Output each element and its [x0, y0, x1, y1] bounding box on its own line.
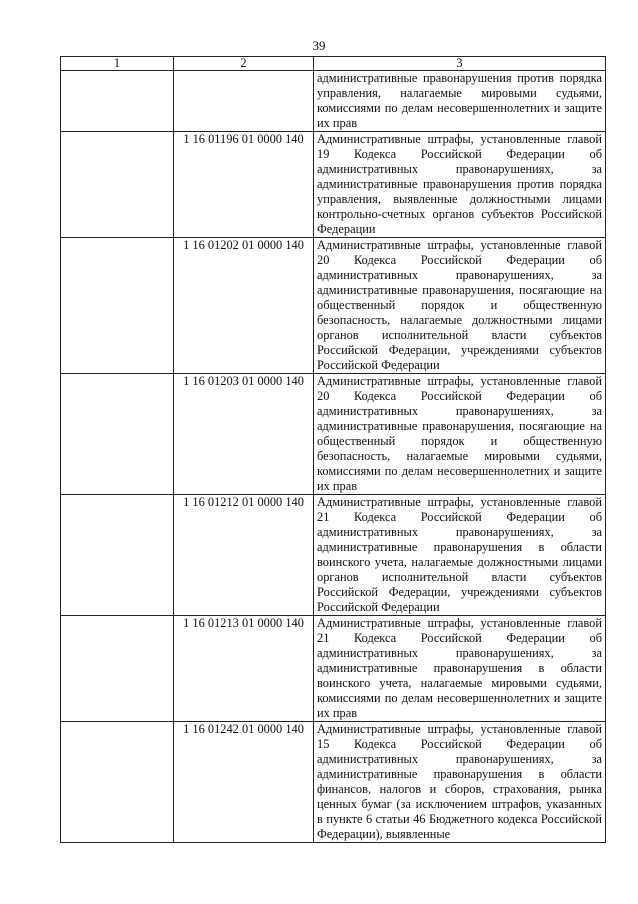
- row-code-cell: 1 16 01242 01 0000 140: [174, 722, 314, 843]
- table-header-row: [61, 57, 606, 71]
- table-row: [61, 71, 606, 132]
- row-code-cell: 1 16 01202 01 0000 140: [174, 238, 314, 374]
- row-description-cell: Административные штрафы, установленные главой 20 Кодекса Российской Федерации об административных правонарушениях, за административные правонарушения, посягающие на общественный порядок и общественную безопасность, налагаемые должностными лицами органов исполнительной власти субъектов Российской Федерации, учреждениями субъектов Российской Федерации: [314, 238, 606, 374]
- row-description-cell: Административные штрафы, установленные главой 20 Кодекса Российской Федерации об административных правонарушениях, за административные правонарушения, посягающие на общественный порядок и общественную безопасность, налагаемые мировыми судьями, комиссиями по делам несовершеннолетних и защите их прав: [314, 374, 606, 495]
- header-col-1: 1: [61, 57, 174, 71]
- row-col1-cell: [61, 722, 174, 843]
- row-col1-cell: [61, 238, 174, 374]
- header-col-3: 3: [314, 57, 606, 71]
- table-row: [61, 495, 606, 616]
- row-code-cell: [174, 71, 314, 132]
- table-row: [61, 616, 606, 722]
- row-code-cell: 1 16 01212 01 0000 140: [174, 495, 314, 616]
- row-col1-cell: [61, 495, 174, 616]
- page-number: 39: [312, 38, 326, 53]
- row-description-cell: Административные штрафы, установленные главой 15 Кодекса Российской Федерации об административных правонарушениях, за административные правонарушения в области финансов, налогов и сборов, страхования, рынка ценных бумаг (за исключением штрафов, указанных в пункте 6 статьи 46 Бюджетного кодекса Российской Федерации), выявленные: [314, 722, 606, 843]
- row-description-cell: Административные штрафы, установленные главой 21 Кодекса Российской Федерации об административных правонарушениях, за административные правонарушения в области воинского учета, налагаемые мировыми судьями, комиссиями по делам несовершеннолетних и защите их прав: [314, 616, 606, 722]
- budget-codes-table: [60, 56, 606, 843]
- row-description-cell: административные правонарушения против порядка управления, налагаемые мировыми судьями, комиссиями по делам несовершеннолетних и защите их прав: [314, 71, 606, 132]
- row-code-cell: 1 16 01196 01 0000 140: [174, 132, 314, 238]
- table-row: [61, 722, 606, 843]
- header-col-2: 2: [174, 57, 314, 71]
- row-code-cell: 1 16 01203 01 0000 140: [174, 374, 314, 495]
- table-row: [61, 374, 606, 495]
- row-description-cell: Административные штрафы, установленные главой 21 Кодекса Российской Федерации об административных правонарушениях, за административные правонарушения в области воинского учета, налагаемые должностными лицами органов исполнительной власти субъектов Российской Федерации, учреждениями субъектов Российской Федерации: [314, 495, 606, 616]
- row-description-cell: Административные штрафы, установленные главой 19 Кодекса Российской Федерации об административных правонарушениях, за административные правонарушения против порядка управления, выявленные должностными лицами контрольно-счетных органов субъектов Российской Федерации: [314, 132, 606, 238]
- row-col1-cell: [61, 71, 174, 132]
- row-col1-cell: [61, 374, 174, 495]
- row-col1-cell: [61, 132, 174, 238]
- row-col1-cell: [61, 616, 174, 722]
- row-code-cell: 1 16 01213 01 0000 140: [174, 616, 314, 722]
- table-row: [61, 238, 606, 374]
- table-row: [61, 132, 606, 238]
